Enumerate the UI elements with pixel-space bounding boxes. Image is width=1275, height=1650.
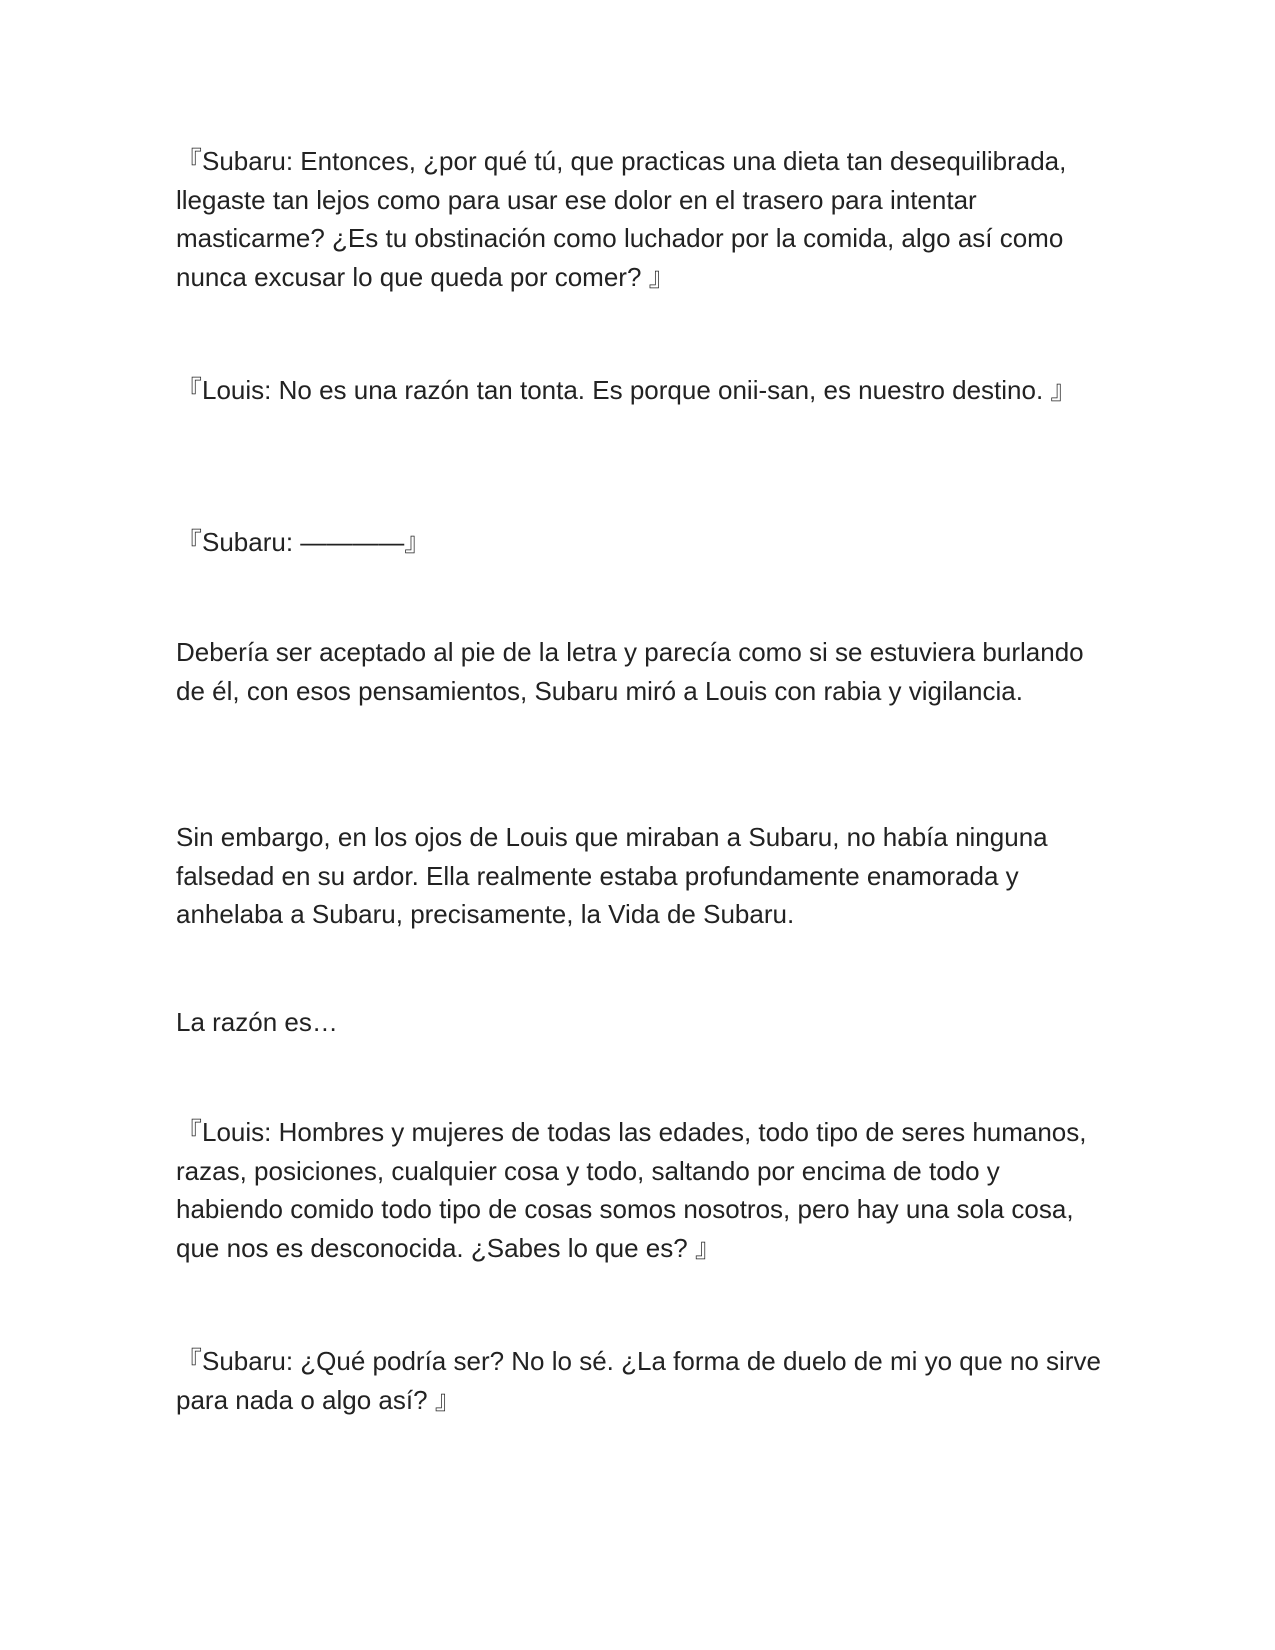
paragraph-narration-anger: Debería ser aceptado al pie de la letra y parecía como si se estuviera burlando de él, con esos pensamientos, Subaru miró a Louis con rabia y vigilancia. [176, 637, 1091, 706]
paragraph-louis-unknown: 『Louis: Hombres y mujeres de todas las edades, todo tipo de seres humanos, razas, posiciones, cualquier cosa y todo, saltando por encima de todo y habiendo comido todo tipo de cosas somos nosotros, pero hay una sola cosa, que nos es desconocida. ¿Sabes lo que es? 』 [176, 1117, 1094, 1263]
paragraph-subaru-reply: 『Subaru: ¿Qué podría ser? No lo sé. ¿La forma de duelo de mi yo que no sirve para nada o algo así? 』 [176, 1346, 1109, 1415]
paragraph-louis-destiny: 『Louis: No es una razón tan tonta. Es porque onii-san, es nuestro destino. 』 [176, 375, 1077, 405]
paragraph-subaru-silence: 『Subaru: ————』 [176, 527, 431, 557]
paragraph-narration-longing: Sin embargo, en los ojos de Louis que miraban a Subaru, no había ninguna falsedad en su ardor. Ella realmente estaba profundamente enamorada y anhelaba a Subaru, precisamente, la Vida de Subaru. [176, 822, 1055, 929]
paragraph-subaru-question: 『Subaru: Entonces, ¿por qué tú, que practicas una dieta tan desequilibrada, llegaste tan lejos como para usar ese dolor en el trasero para intentar masticarme? ¿Es tu obstinación como luchador por la comida, algo así como nunca excusar lo que queda por comer? 』 [176, 146, 1074, 292]
paragraph-reason: La razón es… [176, 1007, 338, 1037]
